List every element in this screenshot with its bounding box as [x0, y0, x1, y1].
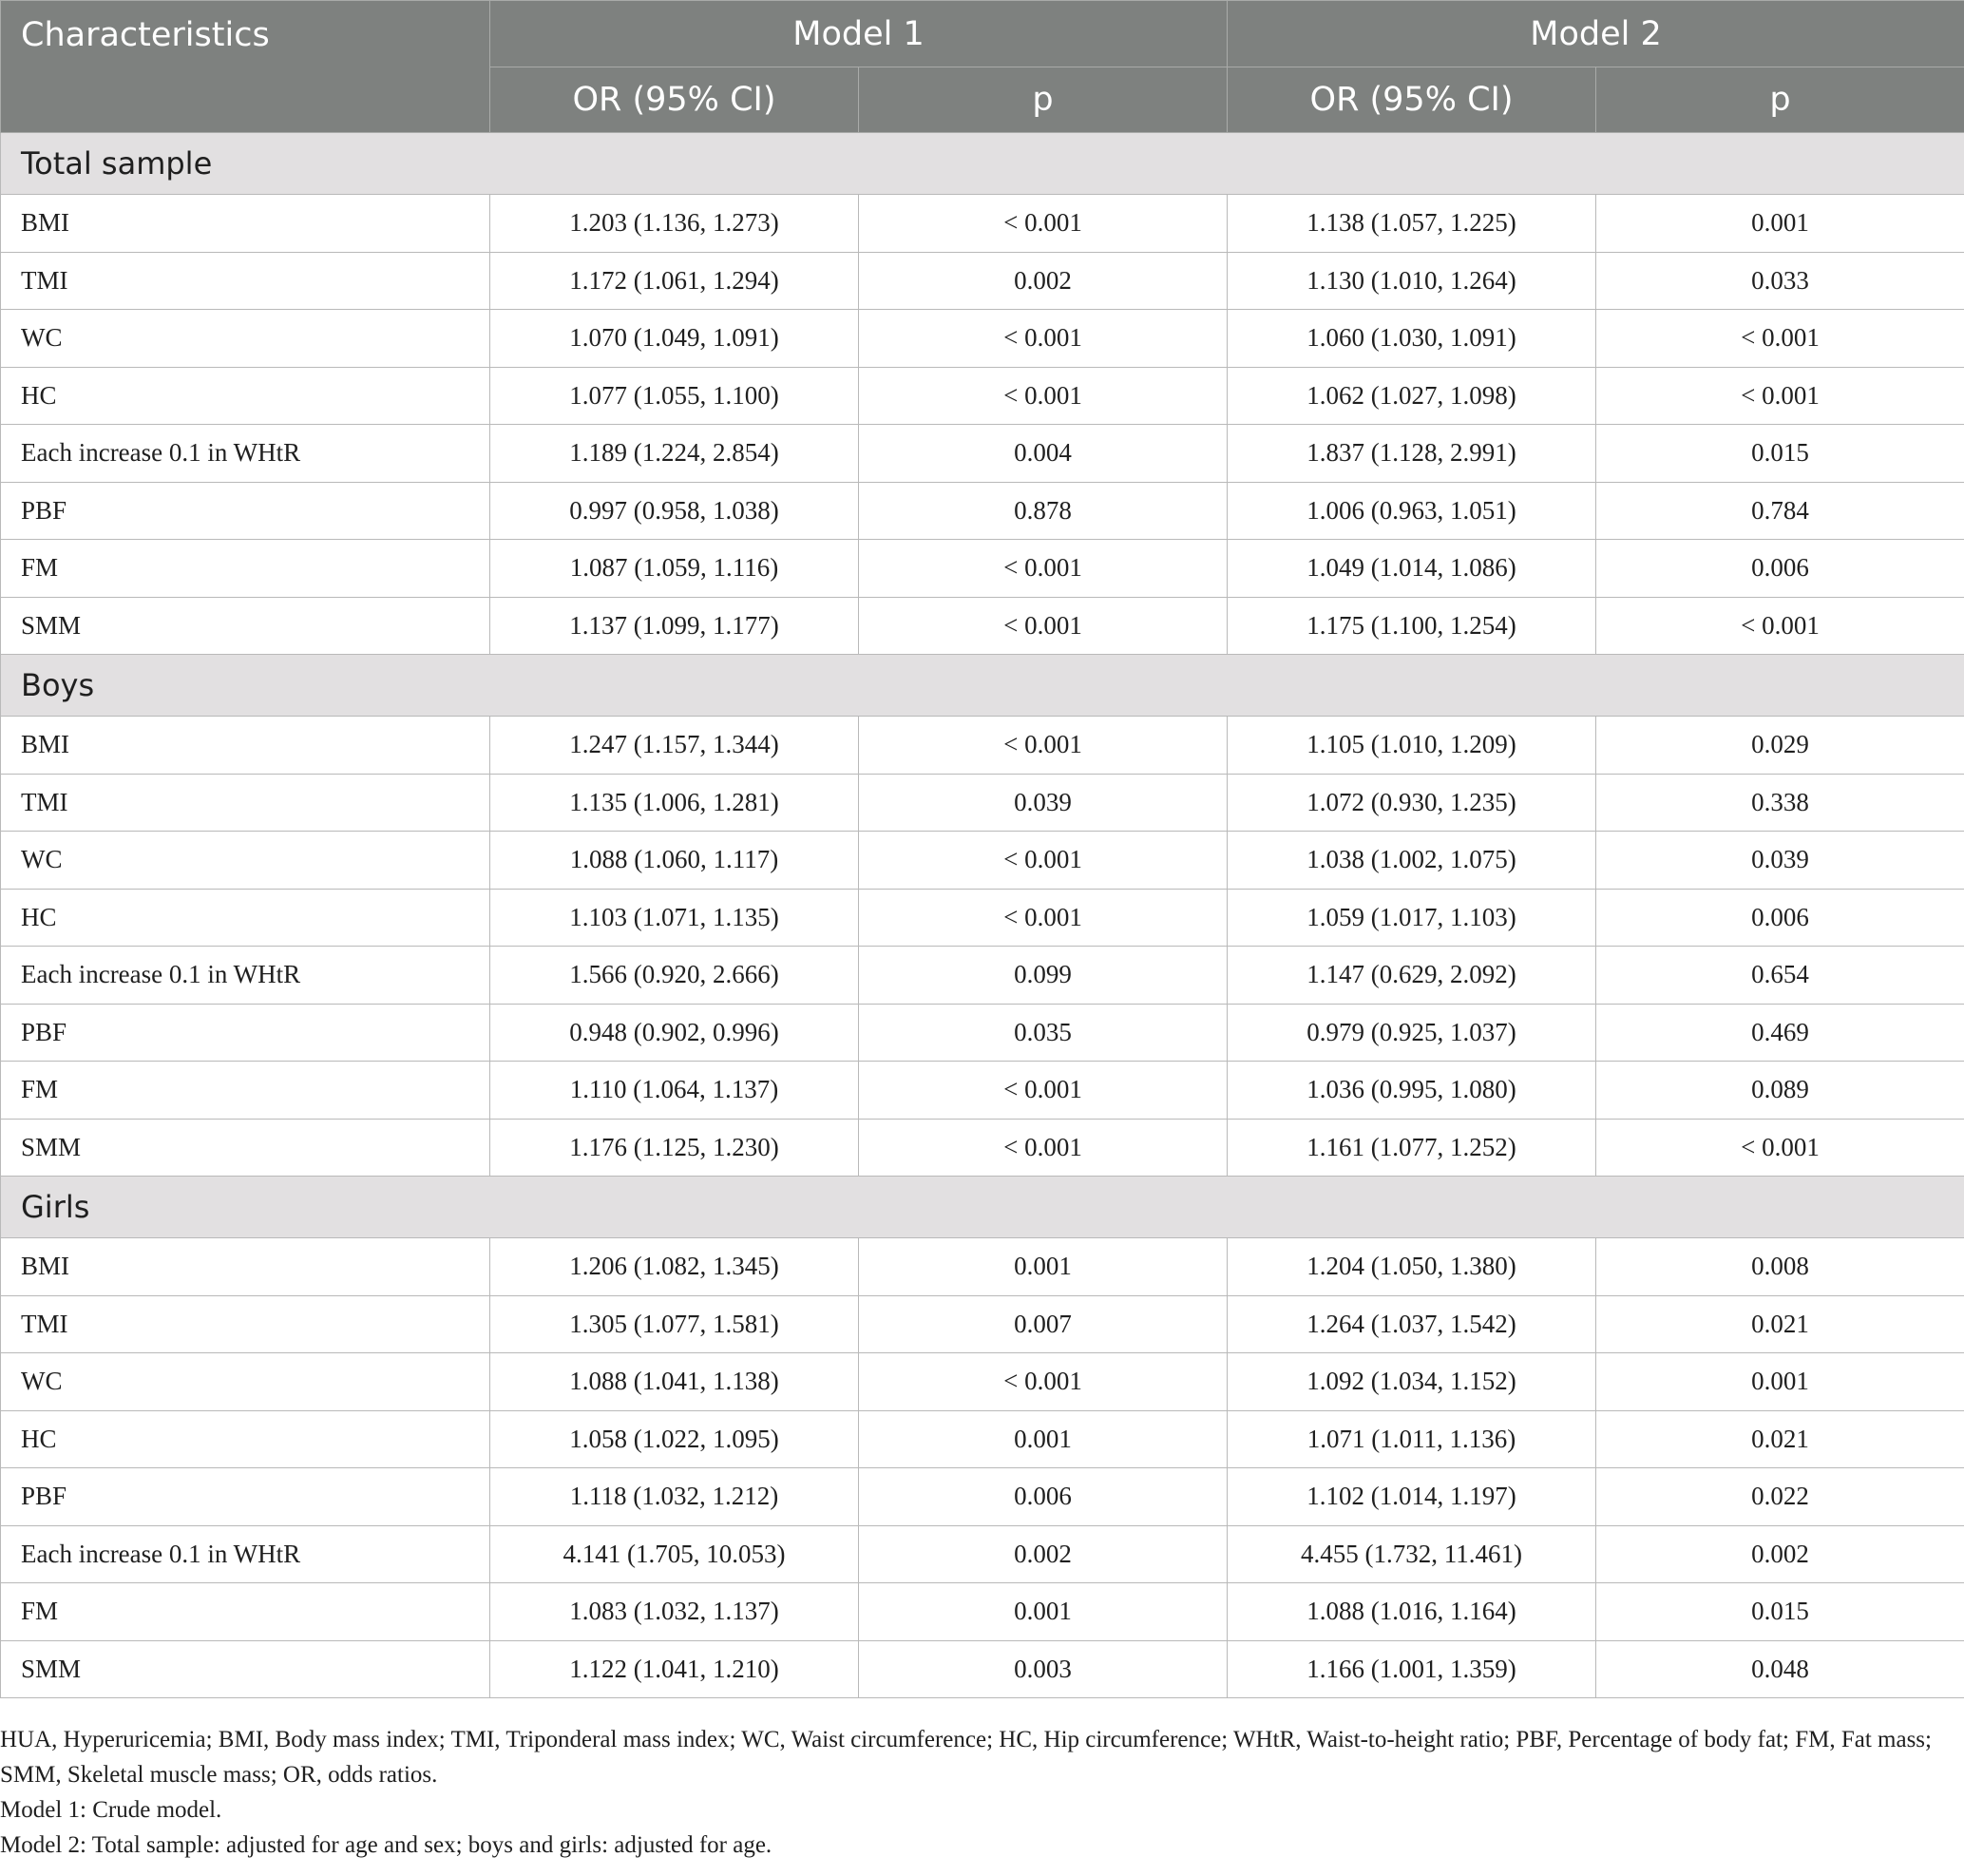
or-model-1-cell: 1.058 (1.022, 1.095)	[490, 1410, 859, 1468]
characteristic-cell: BMI	[1, 717, 490, 775]
p-model-1-cell: 0.035	[859, 1004, 1228, 1062]
characteristic-cell: WC	[1, 310, 490, 368]
or-model-2-cell: 4.455 (1.732, 11.461)	[1228, 1525, 1596, 1583]
or-model-1-cell: 1.203 (1.136, 1.273)	[490, 195, 859, 253]
p-model-2-cell: < 0.001	[1596, 1119, 1964, 1177]
p-model-1-cell: < 0.001	[859, 1062, 1228, 1120]
p-model-2-cell: < 0.001	[1596, 367, 1964, 425]
or-model-1-cell: 1.206 (1.082, 1.345)	[490, 1238, 859, 1296]
p-model-1-cell: < 0.001	[859, 832, 1228, 890]
p-model-2-cell: 0.002	[1596, 1525, 1964, 1583]
characteristic-cell: HC	[1, 367, 490, 425]
p-model-1-cell: < 0.001	[859, 1353, 1228, 1411]
table-row	[1, 947, 1964, 1005]
or-model-1-cell: 1.083 (1.032, 1.137)	[490, 1583, 859, 1641]
or-model-2-cell: 1.006 (0.963, 1.051)	[1228, 482, 1596, 540]
or-model-1-cell: 0.948 (0.902, 0.996)	[490, 1004, 859, 1062]
p-model-1-cell: 0.003	[859, 1640, 1228, 1698]
or-model-1-cell: 1.088 (1.060, 1.117)	[490, 832, 859, 890]
characteristic-cell: TMI	[1, 252, 490, 310]
characteristic-cell: Each increase 0.1 in WHtR	[1, 425, 490, 483]
table-row	[1, 1119, 1964, 1177]
table-row	[1, 597, 1964, 655]
footnote-abbreviations: HUA, Hyperuricemia; BMI, Body mass index; TMI, Triponderal mass index; WC, Waist circumference; HC, Hip circumference; WHtR, Waist-to-height ratio; PBF, Percentage of body fat; FM, Fat mass; SMM, Skeletal muscle mass; OR, odds ratios.	[0, 1727, 1932, 1788]
characteristic-cell: Each increase 0.1 in WHtR	[1, 1525, 490, 1583]
p-model-1-cell: < 0.001	[859, 717, 1228, 775]
table-row	[1, 310, 1964, 368]
p-model-2-cell: 0.029	[1596, 717, 1964, 775]
p-model-1-cell: 0.004	[859, 425, 1228, 483]
table-row	[1, 1640, 1964, 1698]
p-model-1-cell: 0.878	[859, 482, 1228, 540]
or-model-1-cell: 1.566 (0.920, 2.666)	[490, 947, 859, 1005]
p-model-1-cell: < 0.001	[859, 310, 1228, 368]
table-row	[1, 774, 1964, 832]
characteristic-cell: PBF	[1, 1004, 490, 1062]
table-row	[1, 367, 1964, 425]
p-model-2-cell: 0.006	[1596, 540, 1964, 598]
or-model-1-cell: 1.305 (1.077, 1.581)	[490, 1295, 859, 1353]
p-model-1-cell: 0.001	[859, 1410, 1228, 1468]
characteristic-cell: SMM	[1, 597, 490, 655]
or-model-2-cell: 1.038 (1.002, 1.075)	[1228, 832, 1596, 890]
or-model-2-cell: 1.088 (1.016, 1.164)	[1228, 1583, 1596, 1641]
p-model-1-cell: < 0.001	[859, 1119, 1228, 1177]
table-row	[1, 1062, 1964, 1120]
p-model-1-cell: 0.007	[859, 1295, 1228, 1353]
table-footnotes	[0, 1722, 1957, 1863]
table-row	[1, 1353, 1964, 1411]
p-model-1-cell: 0.001	[859, 1583, 1228, 1641]
p-model-2-cell: 0.048	[1596, 1640, 1964, 1698]
table-row	[1, 1410, 1964, 1468]
characteristic-cell: HC	[1, 1410, 490, 1468]
or-model-2-cell: 1.060 (1.030, 1.091)	[1228, 310, 1596, 368]
p-model-1-cell: < 0.001	[859, 889, 1228, 947]
p-model-2-cell: 0.001	[1596, 1353, 1964, 1411]
subheader-p-model-1: p	[859, 67, 1228, 133]
characteristic-cell: Each increase 0.1 in WHtR	[1, 947, 490, 1005]
characteristic-cell: FM	[1, 540, 490, 598]
header-characteristics: Characteristics	[1, 1, 490, 133]
subheader-or-model-2: OR (95% CI)	[1228, 67, 1596, 133]
footnote-model-2: Model 2: Total sample: adjusted for age and sex; boys and girls: adjusted for age.	[0, 1832, 772, 1858]
p-model-2-cell: 0.338	[1596, 774, 1964, 832]
p-model-2-cell: 0.039	[1596, 832, 1964, 890]
p-model-2-cell: 0.022	[1596, 1468, 1964, 1526]
characteristic-cell: BMI	[1, 1238, 490, 1296]
p-model-2-cell: 0.015	[1596, 1583, 1964, 1641]
table-row	[1, 425, 1964, 483]
p-model-2-cell: < 0.001	[1596, 597, 1964, 655]
or-model-2-cell: 1.059 (1.017, 1.103)	[1228, 889, 1596, 947]
characteristic-cell: BMI	[1, 195, 490, 253]
characteristic-cell: FM	[1, 1062, 490, 1120]
p-model-2-cell: 0.033	[1596, 252, 1964, 310]
table-row	[1, 717, 1964, 775]
table-header	[1, 1, 1964, 133]
or-model-2-cell: 1.105 (1.010, 1.209)	[1228, 717, 1596, 775]
p-model-1-cell: < 0.001	[859, 367, 1228, 425]
p-model-1-cell: < 0.001	[859, 597, 1228, 655]
p-model-1-cell: < 0.001	[859, 540, 1228, 598]
or-model-1-cell: 1.110 (1.064, 1.137)	[490, 1062, 859, 1120]
or-model-1-cell: 1.137 (1.099, 1.177)	[490, 597, 859, 655]
or-model-1-cell: 1.247 (1.157, 1.344)	[490, 717, 859, 775]
table-row	[1, 889, 1964, 947]
or-model-2-cell: 1.138 (1.057, 1.225)	[1228, 195, 1596, 253]
table-row	[1, 1295, 1964, 1353]
characteristic-cell: WC	[1, 1353, 490, 1411]
footnote-model-1: Model 1: Crude model.	[0, 1797, 222, 1823]
or-model-1-cell: 1.088 (1.041, 1.138)	[490, 1353, 859, 1411]
section-row	[1, 655, 1964, 717]
characteristic-cell: FM	[1, 1583, 490, 1641]
p-model-2-cell: 0.021	[1596, 1410, 1964, 1468]
characteristic-cell: TMI	[1, 774, 490, 832]
header-model-2: Model 2	[1228, 1, 1964, 67]
p-model-2-cell: 0.089	[1596, 1062, 1964, 1120]
section-row	[1, 133, 1964, 195]
or-model-2-cell: 1.049 (1.014, 1.086)	[1228, 540, 1596, 598]
table-row	[1, 540, 1964, 598]
or-model-2-cell: 1.130 (1.010, 1.264)	[1228, 252, 1596, 310]
table-row	[1, 252, 1964, 310]
p-model-1-cell: 0.039	[859, 774, 1228, 832]
p-model-2-cell: 0.784	[1596, 482, 1964, 540]
table-body	[1, 133, 1964, 1698]
table-row	[1, 1004, 1964, 1062]
or-model-2-cell: 1.062 (1.027, 1.098)	[1228, 367, 1596, 425]
or-model-2-cell: 1.036 (0.995, 1.080)	[1228, 1062, 1596, 1120]
or-model-1-cell: 1.070 (1.049, 1.091)	[490, 310, 859, 368]
p-model-2-cell: 0.654	[1596, 947, 1964, 1005]
section-row	[1, 1177, 1964, 1238]
p-model-1-cell: 0.002	[859, 1525, 1228, 1583]
table-row	[1, 1583, 1964, 1641]
or-model-2-cell: 1.204 (1.050, 1.380)	[1228, 1238, 1596, 1296]
p-model-1-cell: 0.001	[859, 1238, 1228, 1296]
p-model-1-cell: 0.006	[859, 1468, 1228, 1526]
table-row	[1, 1238, 1964, 1296]
p-model-2-cell: 0.469	[1596, 1004, 1964, 1062]
p-model-2-cell: 0.008	[1596, 1238, 1964, 1296]
or-model-2-cell: 1.072 (0.930, 1.235)	[1228, 774, 1596, 832]
or-model-2-cell: 1.175 (1.100, 1.254)	[1228, 597, 1596, 655]
or-model-1-cell: 0.997 (0.958, 1.038)	[490, 482, 859, 540]
or-model-1-cell: 1.103 (1.071, 1.135)	[490, 889, 859, 947]
characteristic-cell: TMI	[1, 1295, 490, 1353]
p-model-2-cell: 0.015	[1596, 425, 1964, 483]
table-row	[1, 1468, 1964, 1526]
or-model-2-cell: 1.166 (1.001, 1.359)	[1228, 1640, 1596, 1698]
section-title: Girls	[1, 1177, 1964, 1238]
p-model-2-cell: 0.021	[1596, 1295, 1964, 1353]
section-title: Boys	[1, 655, 1964, 717]
or-model-1-cell: 1.077 (1.055, 1.100)	[490, 367, 859, 425]
p-model-2-cell: 0.001	[1596, 195, 1964, 253]
or-model-1-cell: 1.172 (1.061, 1.294)	[490, 252, 859, 310]
characteristic-cell: SMM	[1, 1640, 490, 1698]
or-model-1-cell: 1.189 (1.224, 2.854)	[490, 425, 859, 483]
characteristic-cell: HC	[1, 889, 490, 947]
or-model-1-cell: 1.118 (1.032, 1.212)	[490, 1468, 859, 1526]
characteristic-cell: SMM	[1, 1119, 490, 1177]
p-model-2-cell: < 0.001	[1596, 310, 1964, 368]
p-model-1-cell: 0.002	[859, 252, 1228, 310]
section-title: Total sample	[1, 133, 1964, 195]
p-model-1-cell: < 0.001	[859, 195, 1228, 253]
or-model-1-cell: 4.141 (1.705, 10.053)	[490, 1525, 859, 1583]
header-model-1: Model 1	[490, 1, 1228, 67]
characteristic-cell: PBF	[1, 482, 490, 540]
or-model-1-cell: 1.122 (1.041, 1.210)	[490, 1640, 859, 1698]
or-model-1-cell: 1.087 (1.059, 1.116)	[490, 540, 859, 598]
or-model-2-cell: 1.071 (1.011, 1.136)	[1228, 1410, 1596, 1468]
table-row	[1, 832, 1964, 890]
or-model-1-cell: 1.176 (1.125, 1.230)	[490, 1119, 859, 1177]
or-model-2-cell: 1.264 (1.037, 1.542)	[1228, 1295, 1596, 1353]
or-model-2-cell: 1.161 (1.077, 1.252)	[1228, 1119, 1596, 1177]
table-row	[1, 1525, 1964, 1583]
subheader-p-model-2: p	[1596, 67, 1964, 133]
or-model-1-cell: 1.135 (1.006, 1.281)	[490, 774, 859, 832]
subheader-or-model-1: OR (95% CI)	[490, 67, 859, 133]
or-model-2-cell: 1.837 (1.128, 2.991)	[1228, 425, 1596, 483]
table-row	[1, 482, 1964, 540]
p-model-2-cell: 0.006	[1596, 889, 1964, 947]
characteristic-cell: WC	[1, 832, 490, 890]
or-model-2-cell: 1.102 (1.014, 1.197)	[1228, 1468, 1596, 1526]
or-model-2-cell: 1.147 (0.629, 2.092)	[1228, 947, 1596, 1005]
or-model-2-cell: 0.979 (0.925, 1.037)	[1228, 1004, 1596, 1062]
table-row	[1, 195, 1964, 253]
characteristic-cell: PBF	[1, 1468, 490, 1526]
or-model-2-cell: 1.092 (1.034, 1.152)	[1228, 1353, 1596, 1411]
p-model-1-cell: 0.099	[859, 947, 1228, 1005]
